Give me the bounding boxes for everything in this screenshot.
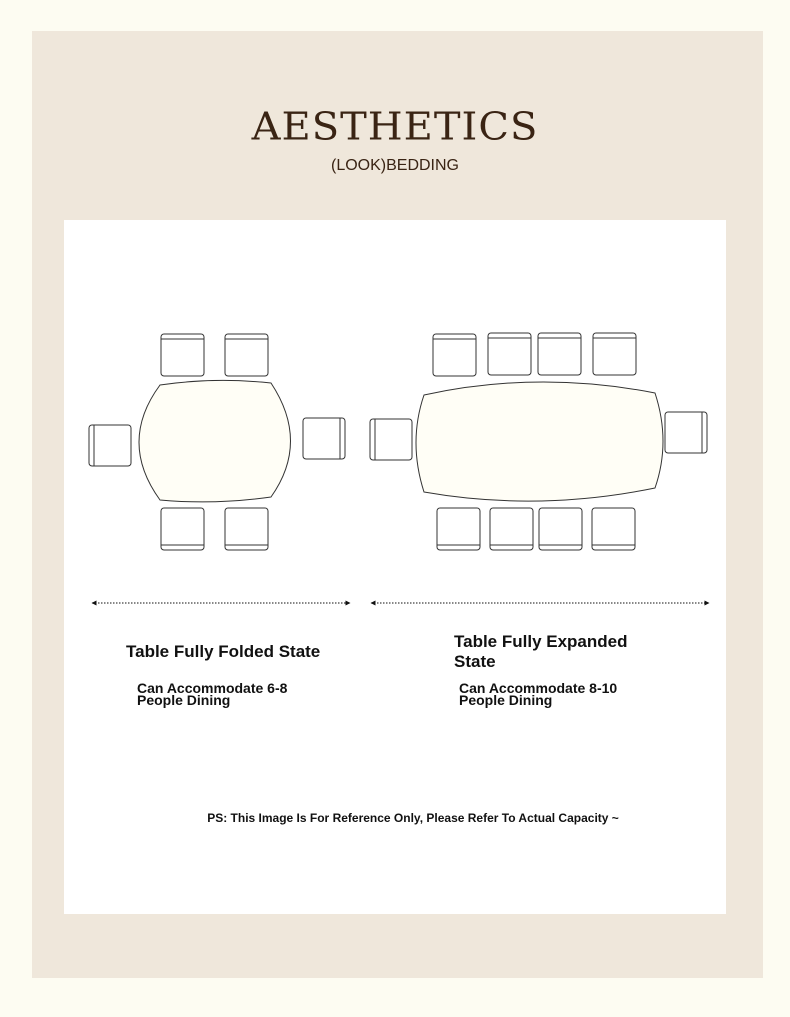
- folded-capacity-line1: Can Accommodate 6-8: [137, 680, 288, 696]
- reference-note: PS: This Image Is For Reference Only, Please Refer To Actual Capacity ~: [207, 811, 619, 825]
- folded-caption: [126, 642, 320, 662]
- folded-capacity: [137, 682, 287, 706]
- chair: [665, 412, 707, 453]
- expanded-capacity-line1: Can Accommodate 8-10: [459, 680, 618, 696]
- chair: [437, 508, 480, 550]
- brand-subtitle: (LOOK)BEDDING: [330, 157, 459, 174]
- expanded-table-top: [416, 382, 663, 501]
- chair: [538, 333, 581, 375]
- chair: [303, 418, 345, 459]
- chair: [539, 508, 582, 550]
- folded-table-top: [139, 380, 291, 501]
- chair: [433, 334, 476, 376]
- chair: [592, 508, 635, 550]
- expanded-capacity-line2: People Dining: [459, 692, 553, 708]
- chair: [490, 508, 533, 550]
- chair: [488, 333, 531, 375]
- chair: [370, 419, 412, 460]
- expanded-title-line2: State: [454, 652, 496, 671]
- folded-title: Table Fully Folded State: [126, 642, 321, 661]
- chair: [161, 508, 204, 550]
- folded-capacity-line2: People Dining: [137, 692, 231, 708]
- expanded-table-group: [370, 333, 709, 603]
- chair: [225, 334, 268, 376]
- chair: [593, 333, 636, 375]
- chair: [225, 508, 268, 550]
- brand-logo: AESTHETICS: [251, 105, 539, 149]
- expanded-caption: [454, 632, 628, 672]
- expanded-capacity: [459, 682, 617, 706]
- chair: [89, 425, 131, 466]
- chair: [161, 334, 204, 376]
- folded-table-group: [89, 334, 350, 603]
- expanded-title-line1: Table Fully Expanded: [454, 632, 628, 651]
